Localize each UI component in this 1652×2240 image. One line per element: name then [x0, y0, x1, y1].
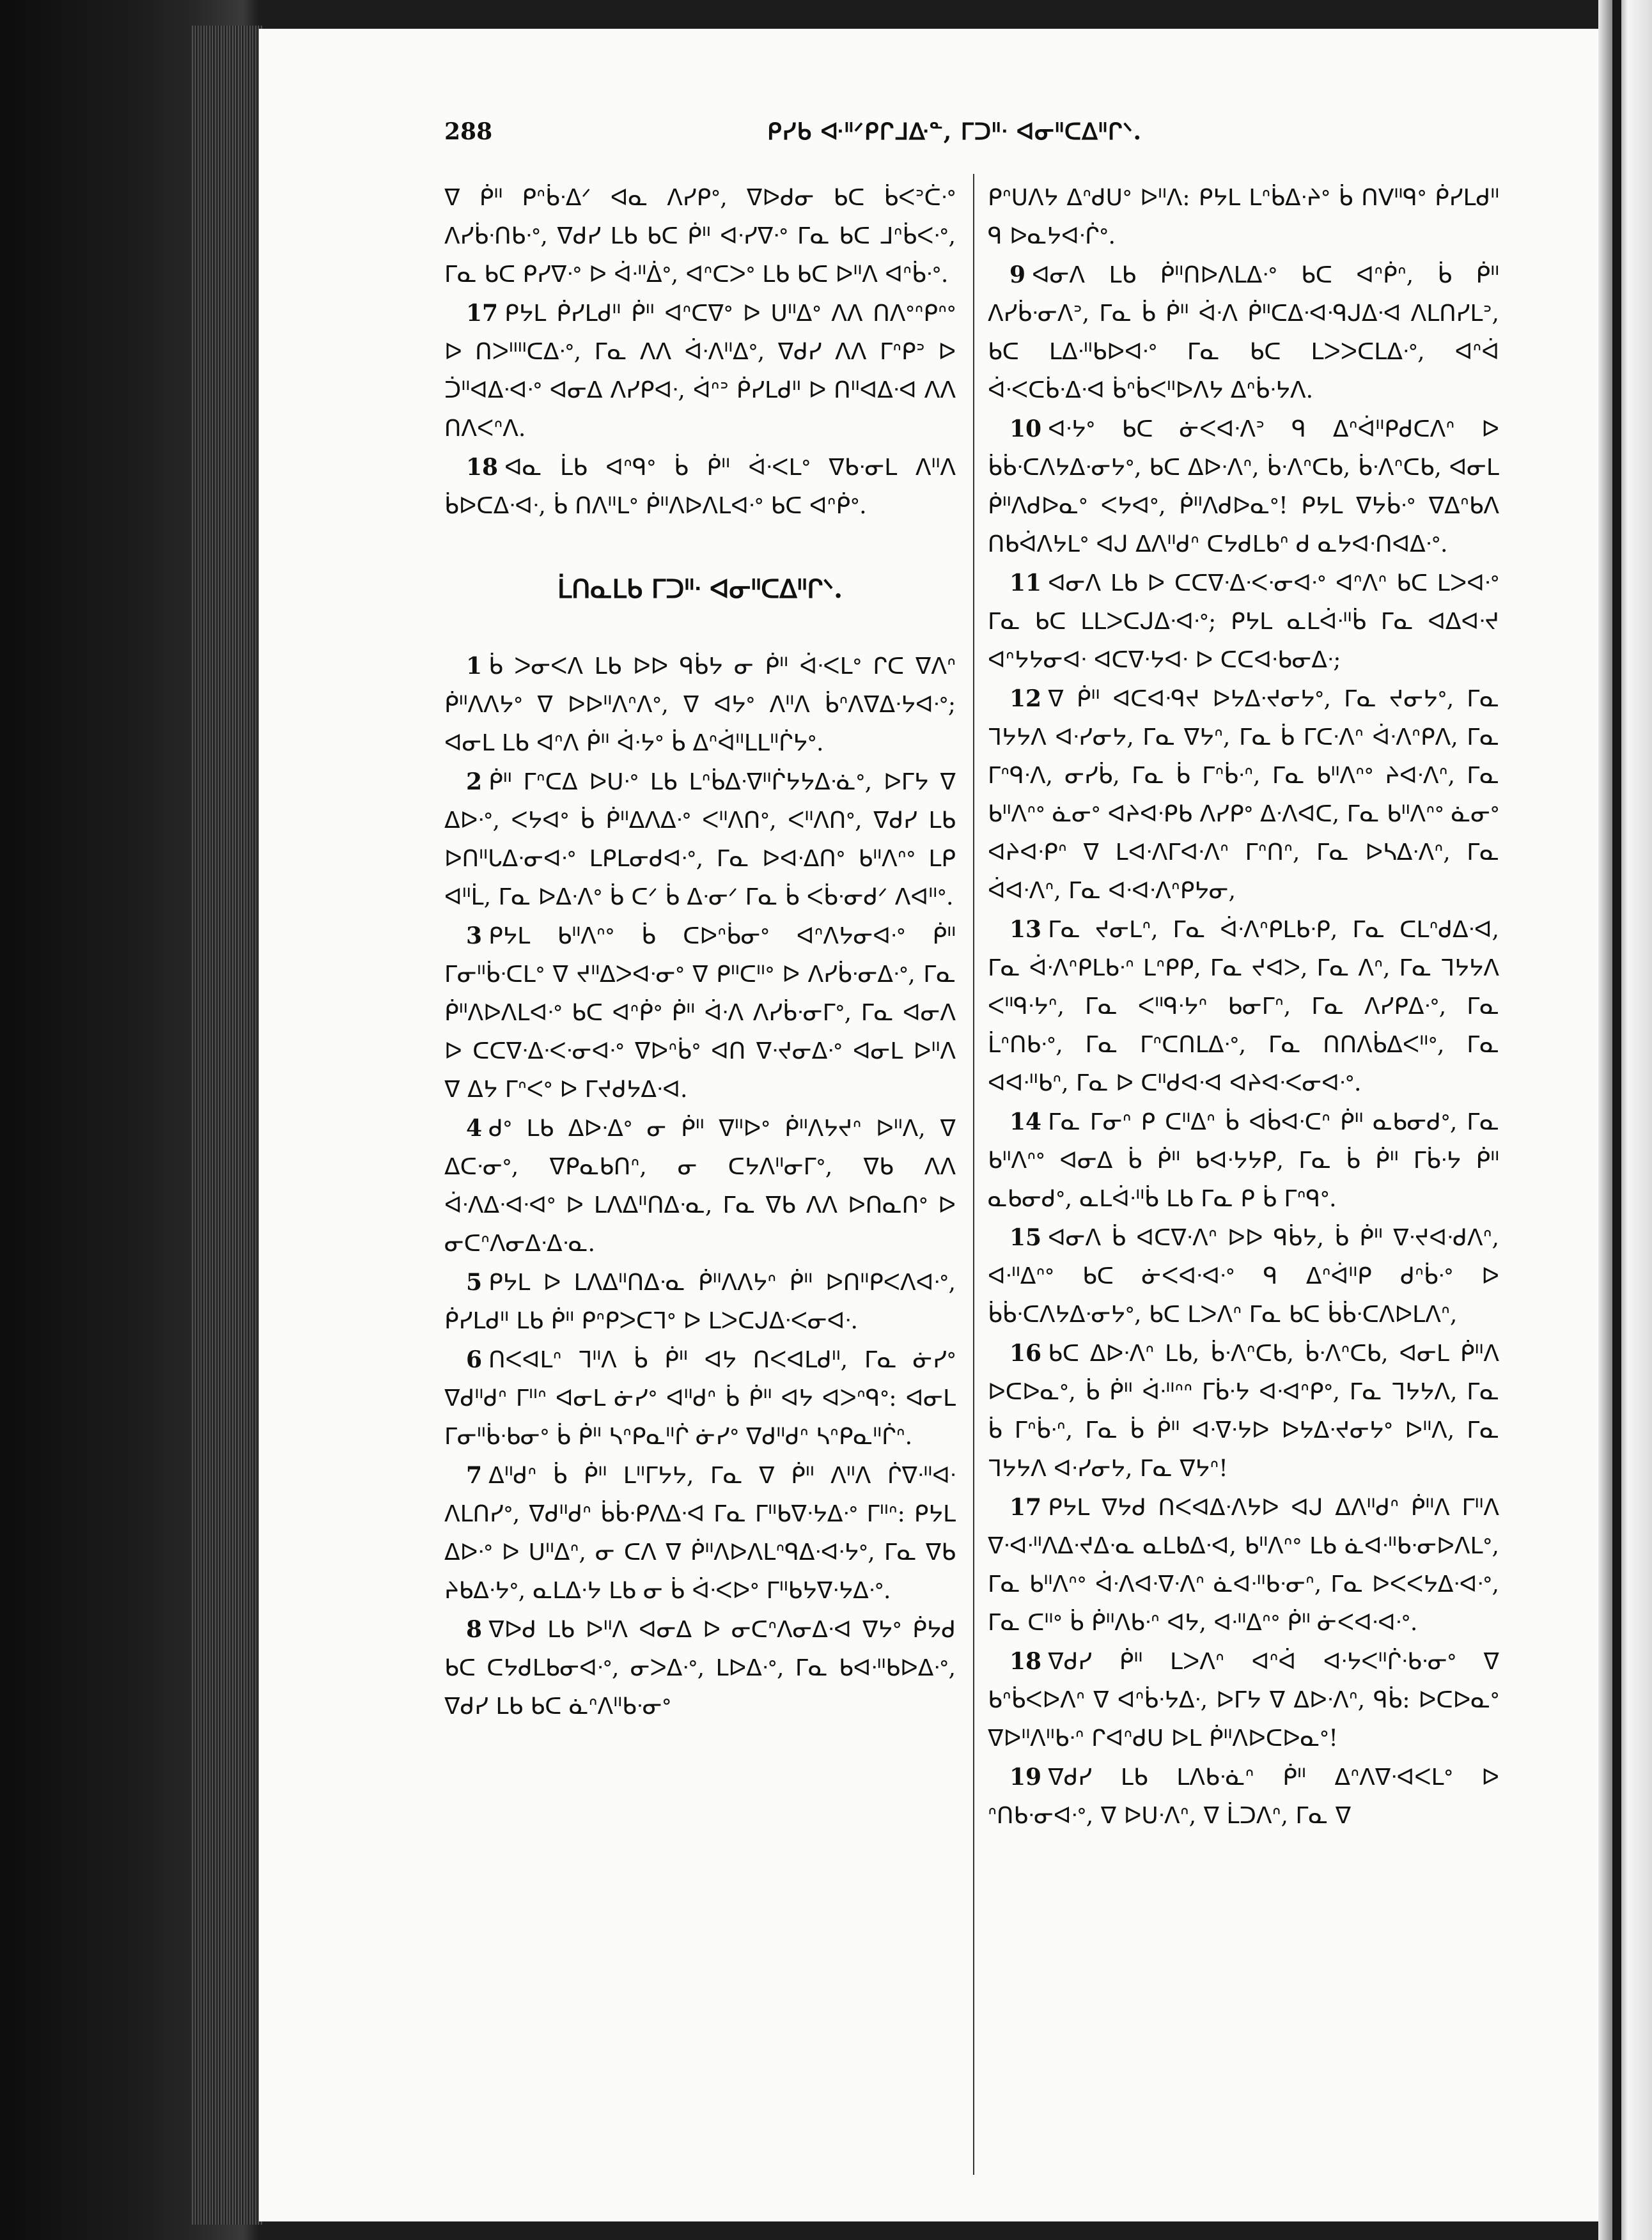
- verse-text: ᑭᔭᒪ ᐁᔭᑯ ᑎᐸᐊᐃᐧᐱᔭᐅ ᐊᒍ ᐃᐱᐦᑯᐢ ᑮᐦᐱ ᒥᐦᐱ ᐁᐧᐊᐧᐦᐱᐃᐧᔪᐃᐧᓇ ᓇᒪᑲᐃᐧᐊ, ᑲᐦᐱᐢᐤ ᒪᑲ ᓈᐊᐧᐦᑲᐧᓂᐅᐱᒪᐤ, ᒥᓇ ᑲᐦᐱᐢᐤ ᐋᐧᐱᐊᐧᐁᐧᐱᐢ ᓈᐊᐧᐦᑲᐧᓂᐢ, ᒥᓇ ᐅᐸᐸᔭᐃᐧᐊᐧᐤ, ᒥᓇ ᑕᐦᐤ ᑳ ᑮᐦᐱᑲᐧᐢ ᐊᔭ, ᐊᐧᐦᐃᐢᐤ ᑮᐦ ᓃᐸᐊᐧᐊᐧᐤ.: [988, 1495, 1499, 1636]
- left-column: [444, 179, 956, 1726]
- left-verses: [444, 647, 956, 1726]
- verse-number: 18: [1009, 1648, 1042, 1675]
- verse-number: 17: [466, 300, 499, 327]
- verse-text: ᐊᓇ ᒫᑲ ᐊᐢᑫᐤ ᑳ ᑮᐦ ᐋᐧᐸᒪᐤ ᐁᑲᐧᓂᒪ ᐱᐦᐱ ᑳᐅᑕᐃᐧᐊᐧ, ᑳ ᑎᐱᐦᒪᐤ ᑮᐦᐱᐅᐱᒪᐊᐧᐤ ᑲᑕ ᐊᐢᑮᐤ.: [444, 455, 956, 519]
- verse: [444, 1610, 956, 1726]
- verse-text: ᐁᑯᓯ ᒪᑲ ᒪᐱᑲᐧᓈᐢ ᑮᐦ ᐃᐢᐱᐁᐧᐊᐸᒪᐤ ᐅ ᐢᑎᑲᐧᓂᐊᐧᐤ, ᐁ ᐅᑌᐧᐱᐢ, ᐁ ᒫᑐᐱᐢ, ᒥᓇ ᐁ: [988, 1764, 1499, 1829]
- verse: [988, 680, 1499, 910]
- verse: [988, 179, 1499, 256]
- verse: [988, 256, 1499, 410]
- verse-text: ᑯᐤ ᒪᑲ ᐃᐅᐧᐃᐤ ᓂ ᑮᐦ ᐁᐦᐅᐤ ᑮᐦᐱᔭᔪᐢ ᐅᐦᐱ, ᐁ ᐃᑕᐧᓂᐤ, ᐁᑭᓇᑲᑎᐢ, ᓂ ᑕᔭᐱᐦᓂᒥᐤ, ᐁᑲ ᐱᐱ ᐋᐧᐱᐃᐧᐊᐧᐊᐤ ᐅ ᒪᐱᐃᐦᑎᐃᐧᓇ, ᒥᓇ ᐁᑲ ᐱᐱ ᐅᑎᓇᑎᐤ ᐅ ᓂᑕᐢᐱᓂᐃᐧᐃᐧᓇ.: [444, 1116, 956, 1257]
- verse: [988, 1642, 1499, 1758]
- verse: [988, 564, 1499, 680]
- verse: [444, 294, 956, 448]
- verse-number: 2: [466, 768, 483, 795]
- verse-text: ᐁᐅᑯ ᒪᑲ ᐅᐦᐱ ᐊᓂᐃ ᐅ ᓂᑕᐢᐱᓂᐃᐧᐊ ᐁᔭᐤ ᑮᔭᑯ ᑲᑕ ᑕᔭᑯᒪᑲᓂᐊᐧᐤ, ᓂᐳᐃᐧᐤ, ᒪᐅᐃᐧᐤ, ᒥᓇ ᑲᐊᐧᐦᑲᐅᐃᐧᐤ, ᐁᑯᓯ ᒪᑲ ᑲᑕ ᓈᐢᐱᐦᑲᐧᓂᐤ: [444, 1617, 956, 1720]
- verse-text: ᑎᐸᐊᒪᐢ ᒣᐦᐱ ᑳ ᑮᐦ ᐊᔭ ᑎᐸᐊᒪᑯᐦ, ᒥᓇ ᓃᓯᐤ ᐁᑯᐦᑯᐢ ᒥᐦᐢ ᐊᓂᒪ ᓃᓯᐤ ᐊᐦᑯᐢ ᑳ ᑮᐦ ᐊᔭ ᐊᐳᐢᑫᐤ: ᐊᓂᒪ ᒥᓂᐦᑳᐧᑲᓂᐤ ᑳ ᑮᐦ ᓴᐢᑭᓇᐦᒌ ᓃᓯᐤ ᐁᑯᐦᑯᐢ ᓴᐢᑭᓇᐦᒌᐢ.: [444, 1347, 956, 1450]
- verse-text: ᐊᓂᐱ ᒪᑲ ᑮᐦᑎᐅᐱᒪᐃᐧᐤ ᑲᑕ ᐊᐢᑮᐢ, ᑳ ᑮᐦ ᐱᓯᑳᐧᓂᐱᐣ, ᒥᓇ ᑳ ᑮᐦ ᐋᐧᐱ ᑮᐦᑕᐃᐧᐊᐧᑫᒍᐃᐧᐊ ᐱᒪᑎᓯᒪᐣ, ᑲᑕ ᒪᐃᐧᐦᑲᐅᐊᐧᐤ ᒥᓇ ᑲᑕ ᒪᐳᐳᑕᒪᐃᐧᐤ, ᐊᐢᐋ ᐋᐧᐸᑕᑳᐧᐃᐧᐊ ᑳᐢᑳᐸᐦᐅᐱᔭ ᐃᐢᑳᐧᔭᐱ.: [988, 262, 1499, 403]
- verse-number: 7: [466, 1462, 483, 1489]
- verse-number: 5: [466, 1269, 483, 1296]
- facing-page-edge: [1598, 0, 1652, 2240]
- verse: [988, 1334, 1499, 1488]
- verse-number: 15: [1009, 1224, 1042, 1251]
- verse-number: 17: [1009, 1494, 1042, 1521]
- right-column: [988, 179, 1499, 1835]
- verse-text: ᐁᑯᓯ ᑮᐦ ᒪᐳᐱᐢ ᐊᐢᐋ ᐊᐧᔭᐸᐦᒌᐧᑲᐧᓂᐤ ᐁ ᑲᐢᑳᐸᐅᐱᐢ ᐁ ᐊᐢᑳᐧᔭᐃᐧ, ᐅᒥᔭ ᐁ ᐃᐅᐧᐱᐢ, ᑫᑳ: ᐅᑕᐅᓇᐤ ᐁᐅᐦᐱᐦᑲᐧᐢ ᒋᐊᐢᑯᑌ ᐅᒪ ᑮᐦᐱᐅᑕᐅᓇᐤ!: [988, 1649, 1499, 1752]
- verse-text: ᐊᓂᐱ ᒪᑲ ᐅ ᑕᑕᐁᐧᐃᐧᐸᐧᓂᐊᐧᐤ ᐊᐢᐱᐢ ᑲᑕ ᒪᐳᐊᐧᐤ ᒥᓇ ᑲᑕ ᒪᒪᐳᑕᒍᐃᐧᐊᐧᐤ; ᑭᔭᒪ ᓇᒪᐋᐧᐦᑳ ᒥᓇ ᐊᐃᐊᐧᔪ ᐊᐢᔭᔭᓂᐊᐧ ᐊᑕᐁᐧᔭᐊᐧ ᐅ ᑕᑕᐊᐧᑲᓂᐃᐧ;: [988, 570, 1499, 673]
- verse-text: ᒥᓇ ᒥᓂᐢ ᑭ ᑕᐦᐃᐢ ᑳ ᐊᑳᐊᐧᑕᐢ ᑮᐦ ᓇᑲᓂᑯᐤ, ᒥᓇ ᑲᐦᐱᐢᐤ ᐊᓂᐃ ᑳ ᑮᐦ ᑲᐊᐧᔭᔭᑭ, ᒥᓇ ᑳ ᑮᐦ ᒥᑳᐧᔭ ᑮᐦ ᓇᑲᓂᑯᐤ, ᓇᒪᐋᐧᐦᑳ ᒪᑲ ᒥᓇ ᑭ ᑳ ᒥᐢᑫᐤ.: [988, 1109, 1499, 1212]
- verse: [444, 763, 956, 917]
- verse: [988, 1488, 1499, 1642]
- verse-number: 8: [466, 1616, 483, 1643]
- verse: [988, 1218, 1499, 1334]
- verse-text: ᐁ ᑮᐦ ᐊᑕᐊᐧᑫᔪ ᐅᔭᐃᐧᔪᓂᔭᐤ, ᒥᓇ ᔪᓂᔭᐤ, ᒥᓇ ᒣᔭᔭᐱ ᐊᐧᓯᓂᔭ, ᒥᓇ ᐁᔭᐢ, ᒥᓇ ᑳ ᒥᑕᐧᐱᐢ ᐋᐧᐱᐢᑭᐱ, ᒥᓇ ᒥᐢᑫᐧᐱ, ᓂᓯᑳ, ᒥᓇ ᑳ ᒥᐢᑳᐧᐢ, ᒥᓇ ᑲᐦᐱᐢᐤ ᔨᐊᐧᐱᐢ, ᒥᓇ ᑲᐦᐱᐢᐤ ᓈᓂᐤ ᐊᔨᐊᐧᑭᑲ ᐱᓯᑭᐤ ᐃᐧᐱᐊᑕ, ᒥᓇ ᑲᐦᐱᐢᐤ ᓈᓂᐤ ᐊᔨᐊᐧᑭᐢ ᐁ ᒪᐊᐧᐱᒥᐊᐧᐱᐢ ᒥᐢᑎᐢ, ᒥᓇ ᐅᓴᐃᐧᐱᐢ, ᒥᓇ ᐋᐊᐧᐱᐢ, ᒥᓇ ᐊᐧᐊᐧᐱᐢᑭᔭᓂ,: [988, 686, 1499, 904]
- verse-text: ᒥᓇ ᔪᓂᒪᐢ, ᒥᓇ ᐋᐧᐱᐢᑭᒪᑲᐧᑭ, ᒥᓇ ᑕᒪᐢᑯᐃᐧᐊ, ᒥᓇ ᐋᐧᐱᐢᑭᒪᑲᐧᐢ ᒪᐢᑭᑭ, ᒥᓇ ᔪᐊᐳ, ᒥᓇ ᐱᐢ, ᒥᓇ ᒣᔭᔭᐱ ᐸᐦᑫᐧᔭᐢ, ᒥᓇ ᐸᐦᑫᐧᔭᐢ ᑲᓂᒥᐢ, ᒥᓇ ᐱᓯᑭᐃᐧᐤ, ᒥᓇ ᒫᐢᑎᑲᐧᐤ, ᒥᓇ ᒥᐢᑕᑎᒪᐃᐧᐤ, ᒥᓇ ᑎᑎᐱᑳᐃᐸᐦᐤ, ᒥᓇ ᐊᐊᐧᐦᑲᐢ, ᒥᓇ ᐅ ᑕᐦᑯᐊᐧᐊ ᐊᔨᐊᐧᐸᓂᐊᐧᐤ.: [988, 917, 1499, 1096]
- verse-text: ᑭᐢᑌᐱᔭ ᐃᐢᑯᑌᐤ ᐅᐦᐱ: ᑭᔭᒪ ᒪᐢᑳᐃᐧᔨᐤ ᑳ ᑎᐯᐦᑫᐤ ᑮᓯᒪᑯᐦ ᑫ ᐅᓇᔭᐊᐧᒌᐤ.: [988, 185, 1499, 249]
- verse-text: ᑮᐦ ᒥᐢᑕᐃ ᐅᑌᐧᐤ ᒪᑲ ᒪᐢᑳᐃᐧᐁᐦᒌᔭᔭᐃᐧᓈᐤ, ᐅᒥᔭ ᐁ ᐃᐅᐧᐤ, ᐸᔭᐊᐤ ᑳ ᑮᐦᐃᐱᐃᐧᐤ ᐸᐦᐱᑎᐤ, ᐸᐦᐱᑎᐤ, ᐁᑯᓯ ᒪᑲ ᐅᑎᐦᒐᐃᐧᓂᐊᐧᐤ ᒪᑭᒪᓂᑯᐊᐧᐤ, ᒥᓇ ᐅᐊᐧᐃᑎᐤ ᑲᐦᐱᐢᐤ ᒪᑭ ᐊᐦᒫ, ᒥᓇ ᐅᐃᐧᐱᐤ ᑳ ᑕᐟ ᑳ ᐃᐧᓂᐟ ᒥᓇ ᑳ ᐸᑳᐧᓂᑯᐟ ᐱᐊᐦᐤ.: [444, 769, 956, 910]
- column-divider: [973, 174, 974, 2175]
- verse-text: ᐊᐧᔭᐤ ᑲᑕ ᓃᐸᐊᐧᐱᐣ ᑫ ᐃᐢᐋᐦᑭᑯᑕᐱᐢ ᐅ ᑳᑳᐧᑕᐱᔭᐃᐧᓂᔭᐤ, ᑲᑕ ᐃᐅᐧᐱᐢ, ᑳᐧᐱᐢᑕᑲ, ᑳᐧᐱᐢᑕᑲ, ᐊᓂᒪ ᑮᐦᐱᑯᐅᓇᐤ ᐸᔭᐊᐤ, ᑮᐦᐱᑯᐅᓇᐤ! ᑭᔭᒪ ᐁᔭᑳᐧᐤ ᐁᐃᐢᑲᐱ ᑎᑲᐋᐱᔭᒪᐤ ᐊᒍ ᐃᐱᐦᑯᐢ ᑕᔭᑯᒪᑲᐢ ᑯ ᓇᔭᐊᐧᑎᐊᐃᐧᐤ.: [988, 416, 1499, 557]
- verse-text: ᐊᓂᐱ ᑳ ᐊᑕᐁᐧᐱᐢ ᐅᐅ ᑫᑳᔭ, ᑳ ᑮᐦ ᐁᐧᔪᐊᐧᑯᐱᐢ, ᐊᐧᐦᐃᐢᐤ ᑲᑕ ᓃᐸᐊᐧᐊᐧᐤ ᑫ ᐃᐢᐋᐦᑭ ᑯᐢᑳᐧᐤ ᐅ ᑳᑳᐧᑕᐱᔭᐃᐧᓂᔭᐤ, ᑲᑕ ᒪᐳᐱᐢ ᒥᓇ ᑲᑕ ᑳᑳᐧᑕᐱᐅᒪᐱᐢ,: [988, 1225, 1499, 1328]
- verse: [988, 1758, 1499, 1835]
- verse-text: ᑭᔭᒪ ᑲᐦᐱᐢᐤ ᑳ ᑕᐅᐢᑳᓂᐤ ᐊᐢᐱᔭᓂᐊᐧᐤ ᑮᐦ ᒥᓂᐦᑳᐧᑕᒪᐤ ᐁ ᔪᐦᐃᐳᐊᐧᓂᐤ ᐁ ᑭᐦᑕᐦᐤ ᐅ ᐱᓯᑳᐧᓂᐃᐧᐤ, ᒥᓇ ᑮᐦᐱᐅᐱᒪᐊᐧᐤ ᑲᑕ ᐊᐢᑮᐤ ᑮᐦ ᐋᐧᐱ ᐱᓯᑳᐧᓂᒥᐤ, ᒥᓇ ᐊᓂᐱ ᐅ ᑕᑕᐁᐧᐃᐧᐸᐧᓂᐊᐧᐤ ᐁᐅᐢᑳᐤ ᐊᑎ ᐁᐧᔪᓂᐃᐧᐤ ᐊᓂᒪ ᐅᐦᐱ ᐁ ᐃᔭ ᒥᐢᐸᐤ ᐅ ᒥᔪᑯᔭᐃᐧᐊ.: [444, 923, 956, 1103]
- verse-number: 19: [1009, 1764, 1042, 1791]
- verse: [444, 1456, 956, 1610]
- verse: [988, 910, 1499, 1103]
- verse-number: 6: [466, 1346, 483, 1373]
- verse-text: ᐁ ᑮᐦ ᑭᐢᑳᐧᐃᐟ ᐊᓇ ᐱᓯᑭᐤ, ᐁᐅᑯᓂ ᑲᑕ ᑳᐸᐣᑖᐧᐤ ᐱᓯᑳᐧᑎᑲᐧᐤ, ᐁᑯᓯ ᒪᑲ ᑲᑕ ᑮᐦ ᐊᐧᓯᐁᐧᐤ ᒥᓇ ᑲᑕ ᒧᐢᑳᐸᐧᐤ, ᒥᓇ ᑲᑕ ᑭᓯᐁᐧᐤ ᐅ ᐋᐧᐦᐄᐤ, ᐊᐢᑕᐳᐤ ᒪᑲ ᑲᑕ ᐅᐦᐱ ᐊᐢᑳᐧᐤ.: [444, 185, 956, 288]
- verse-number: 9: [1009, 261, 1026, 288]
- verse-text: ᑭᔭᒪ ᐅ ᒪᐱᐃᐦᑎᐃᐧᓇ ᑮᐦᐱᐱᔭᐢ ᑮᐦ ᐅᑎᐦᑭᐸᐱᐊᐧᐤ, ᑮᓯᒪᑯᐦ ᒪᑲ ᑮᐦ ᑭᐢᑭᐳᑕᒣᐤ ᐅ ᒪᐳᑕᒍᐃᐧᐸᓂᐊᐧ.: [444, 1270, 956, 1334]
- verse-number: 13: [1009, 916, 1042, 943]
- verse-number: 12: [1009, 685, 1042, 712]
- book-page-edges: [192, 26, 262, 2225]
- page-header: [444, 118, 1301, 163]
- verse-text: ᑳ ᐳᓂᐸᐱ ᒪᑲ ᐅᐅ ᑫᑳᔭ ᓂ ᑮᐦ ᐋᐧᐸᒪᐤ ᒋᑕ ᐁᐱᐢ ᑮᐦᐱᐱᔭᐤ ᐁ ᐅᐅᐦᐱᐢᐱᐤ, ᐁ ᐊᔭᐤ ᐱᐦᐱ ᑳᐢᐱᐁᐃᐧᔭᐊᐧᐤ; ᐊᓂᒪ ᒪᑲ ᐊᐢᐱ ᑮᐦ ᐋᐧᔭᐤ ᑳ ᐃᐢᐋᐦᒪᒪᐦᒌᔭᐤ.: [444, 653, 956, 756]
- verse: [444, 917, 956, 1109]
- chapter-title: ᒫᑎᓇᒪᑲ ᒥᑐᐦᐧ ᐊᓂᐦᑕᐃᐦᒋᐠ.: [557, 574, 843, 604]
- verse: [444, 448, 956, 525]
- verse-text: ᑭᔭᒪ ᑮᓯᒪᑯᐦ ᑮᐦ ᐊᐢᑕᐁᐤ ᐅ ᑌᐦᐃᐤ ᐱᐱ ᑎᐱᐤᐢᑭᐢᐤ ᐅ ᑎᐳᐦᐦᑕᐃᐧᐤ, ᒥᓇ ᐱᐱ ᐋᐧᐱᐦᐃᐤ, ᐁᑯᓯ ᐱᐱ ᒥᐢᑭᐣ ᐅ ᑑᐦᐊᐃᐧᐊᐧᐤ ᐊᓂᐃ ᐱᓯᑭᐊᐧ, ᐋᐢᐣ ᑮᓯᒪᑯᐦ ᐅ ᑎᐦᐊᐃᐧᐊ ᐱᐱ ᑎᐱᐸᐢᐱ.: [444, 300, 956, 442]
- verse: [444, 179, 956, 294]
- verse-number: 3: [466, 922, 483, 949]
- verse-number: 11: [1009, 570, 1042, 596]
- running-title: ᑭᓯᑲ ᐘᐦᐟᑭᒋᒧᐏᓐ, ᒥᑐᐦᐧ ᐊᓂᐦᑕᐃᐦᒋᐠ.: [767, 118, 1142, 145]
- verse: [988, 1103, 1499, 1218]
- verse: [444, 647, 956, 763]
- verse-number: 14: [1009, 1108, 1042, 1135]
- page-number: 288: [444, 118, 493, 145]
- verse-number: 16: [1009, 1340, 1042, 1367]
- verse-number: 4: [466, 1115, 483, 1142]
- verse: [988, 410, 1499, 564]
- verse-number: 10: [1009, 416, 1042, 442]
- verse-number: 1: [466, 653, 483, 680]
- verse: [444, 1109, 956, 1263]
- left-top-verses: [444, 179, 956, 525]
- verse: [444, 1263, 956, 1341]
- right-verses: [988, 179, 1499, 1835]
- verse-number: 18: [466, 454, 499, 481]
- verse-text: ᐃᐦᑯᐢ ᑳ ᑮᐦ ᒪᐦᒥᔭᔭ, ᒥᓇ ᐁ ᑮᐦ ᐱᐦᐱ ᒌᐁᐧᐦᐊᐧ ᐱᒪᑎᓯᐤ, ᐁᑯᐦᑯᐢ ᑳᑳᐧᑭᐱᐃᐧᐊ ᒥᓇ ᒥᐦᑲᐁᐧᔭᐃᐧᐤ ᒥᐦᐢ: ᑭᔭᒪ ᐃᐅᐧᐤ ᐅ ᑌᐦᐃᐢ, ᓂ ᑕᐱ ᐁ ᑮᐦᐱᐅᐱᒪᐢᑫᐃᐧᐊᐧᔭᐤ, ᒥᓇ ᐁᑲ ᔨᑲᐃᐧᔭᐤ, ᓇᒪᐃᐧᔭ ᒪᑲ ᓂ ᑳ ᐋᐧᐸᐅᐤ ᒥᐦᑲᔭᐁᐧᔭᐃᐧᐤ.: [444, 1463, 956, 1604]
- verse-text: ᑲᑕ ᐃᐅᐧᐱᐢ ᒪᑲ, ᑳᐧᐱᐢᑕᑲ, ᑳᐧᐱᐢᑕᑲ, ᐊᓂᒪ ᑮᐦᐱ ᐅᑕᐅᓇᐤ, ᑳ ᑮᐦ ᐋᐧᐦᐢᐢ ᒥᑳᐧᔭ ᐊᐧᐊᐢᑭᐤ, ᒥᓇ ᒣᔭᔭᐱ, ᒥᓇ ᑳ ᒥᐢᑳᐧᐢ, ᒥᓇ ᑳ ᑮᐦ ᐊᐧᐁᐧᔭᐅ ᐅᔭᐃᐧᔪᓂᔭᐤ ᐅᐦᐱ, ᒥᓇ ᒣᔭᔭᐱ ᐊᐧᓯᓂᔭ, ᒥᓇ ᐁᔭᐢ!: [988, 1341, 1499, 1482]
- verse: [444, 1341, 956, 1456]
